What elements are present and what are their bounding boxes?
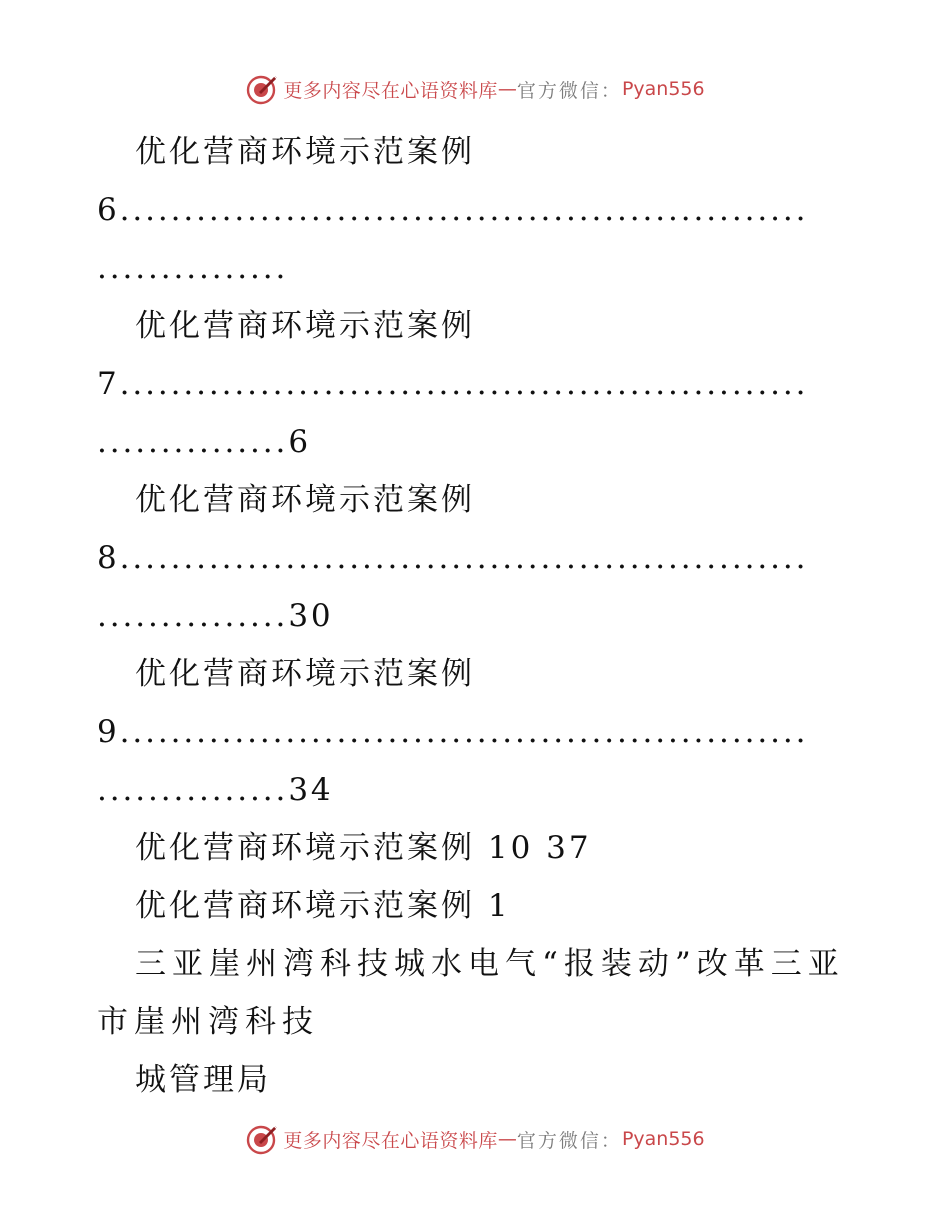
watermark-official-label: 官方微信： [516, 79, 622, 102]
watermark-official-label: 官方微信： [516, 1129, 622, 1152]
watermark-wechat-id: Pyan556 [621, 78, 705, 100]
watermark-wechat-id: Pyan556 [621, 1128, 705, 1150]
toc-entry-title: 优化营商环境示范案例 [135, 134, 475, 170]
toc-inline-entry: 优化营商环境示范案例 1 [135, 888, 511, 924]
watermark-main-text: 更多内容尽在心语资料库 [283, 79, 498, 102]
toc-entry-page: 34 [288, 772, 334, 808]
toc-entry [97, 471, 857, 645]
toc-entry [97, 645, 857, 819]
pen-logo-icon [245, 1122, 279, 1156]
toc-entry-page: 6 [288, 424, 311, 460]
toc-entry-leader: 8...................................................... [97, 540, 809, 576]
toc-entry-title: 优化营商环境示范案例 [135, 656, 475, 692]
watermark-main-text: 更多内容尽在心语资料库 [283, 1129, 498, 1152]
toc-entry-title: 优化营商环境示范案例 [135, 482, 475, 518]
toc-entry-leader: 9...................................................... [97, 714, 809, 750]
toc-entry [97, 297, 857, 471]
toc-entry-leader-tail: ............... [97, 250, 289, 286]
toc-entry-leader: 6...................................................... [97, 192, 809, 228]
toc-entry-title: 优化营商环境示范案例 [135, 308, 475, 344]
toc-entry-leader-tail: ...............30 [97, 598, 334, 634]
toc-entry-leader: 7...................................................... [97, 366, 809, 402]
body-paragraph: 三亚崖州湾科技城水电气“报装动”改革三亚市崖州湾科技 [97, 946, 845, 1040]
watermark-dash: — [497, 1128, 517, 1150]
watermark-header [0, 72, 950, 106]
watermark-dash: — [497, 78, 517, 100]
toc-entry [97, 123, 857, 297]
watermark-footer [0, 1122, 950, 1156]
toc-entry-page: 30 [288, 598, 334, 634]
pen-logo-icon [245, 72, 279, 106]
toc-entry-leader-tail: ...............34 [97, 772, 334, 808]
document-body [97, 123, 857, 1109]
body-unit-line: 城管理局 [135, 1062, 271, 1098]
toc-entry-leader-tail: ...............6 [97, 424, 311, 460]
toc-inline-entry: 优化营商环境示范案例 10 37 [135, 830, 592, 866]
